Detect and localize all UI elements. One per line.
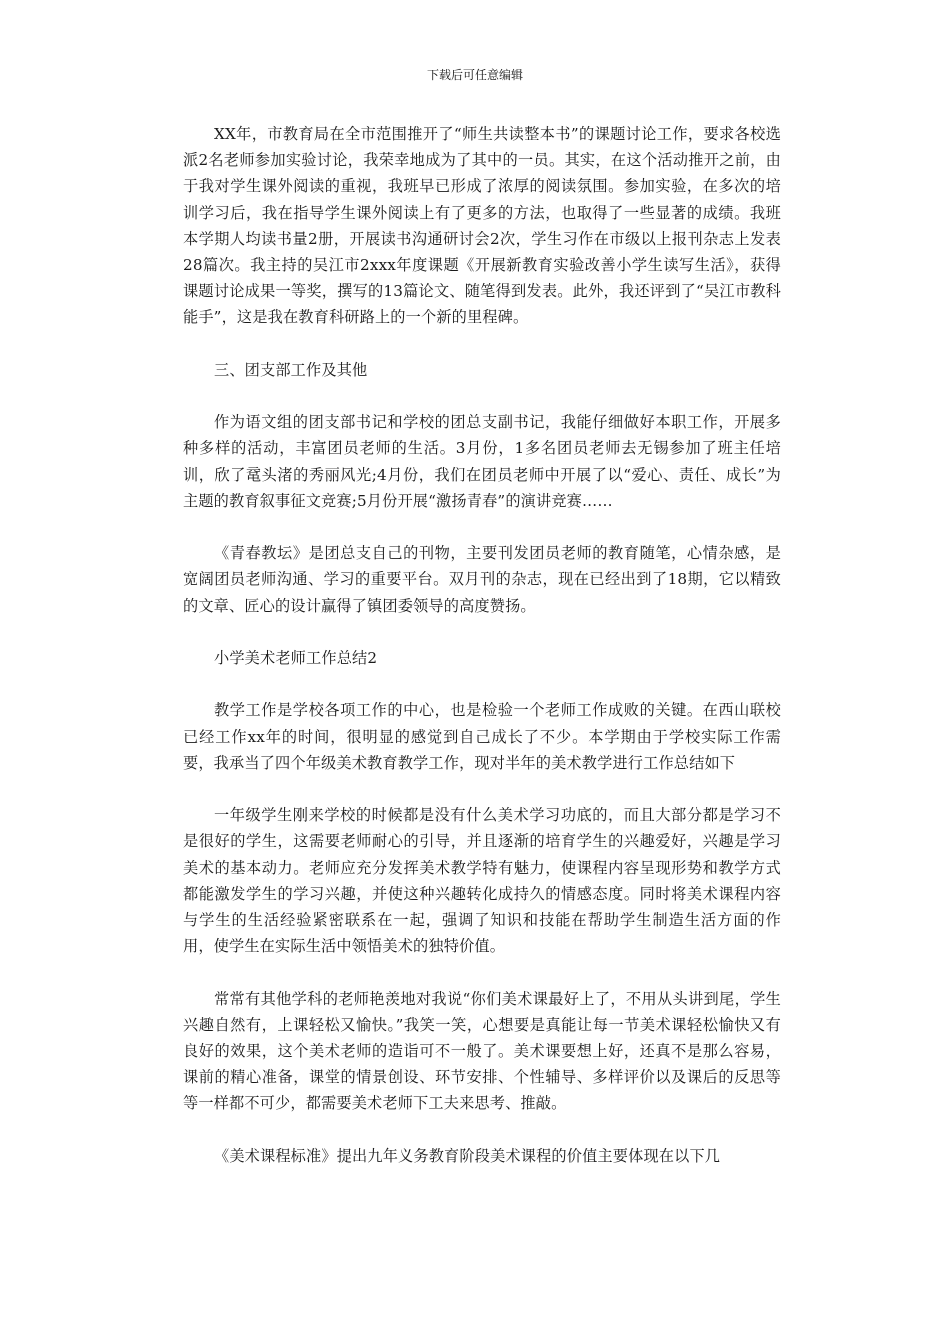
paragraph-curriculum-standard: 《美术课程标准》提出九年义务教育阶段美术课程的价值主要体现在以下几 [214,1146,721,1165]
section-heading-league-branch: 三、团支部工作及其他 [214,360,368,379]
section-heading-art-summary: 小学美术老师工作总结2 [214,649,378,667]
page-header: 下载后可任意编辑 [426,68,523,82]
paragraph-youth-forum: 《青春教坛》是团总支自己的刊物，主要刊发团员老师的教育随笔，心情杂感，是宽阔团员老师沟通、学习的重要平台。双月刊的杂志，现在已经出到了18期，它以精致的文章、匠心的设计赢得了镇团委领导的高度赞扬。 [183,544,781,615]
document-body [183,121,781,1169]
paragraph-research-work: XX年，市教育局在全市范围推开了“师生共读整本书”的课题讨论工作，要求各校选派2名老师参加实验讨论，我荣幸地成为了其中的一员。其实，在这个活动推开之前，由于我对学生课外阅读的重视，我班早已形成了浓厚的阅读氛围。参加实验，在多次的培训学习后，我在指导学生课外阅读上有了更多的方法，也取得了一些显著的成绩。我班本学期人均读书量2册，开展读书沟通研讨会2次，学生习作在市级以上报刊杂志上发表28篇次。我主持的吴江市2xxx年度课题《开展新教育实验改善小学生读写生活》，获得课题讨论成果一等奖，撰写的13篇论文、随笔得到发表。此外，我还评到了“吴江市教科能手”，这是我在教育科研路上的一个新的里程碑。 [183,125,781,327]
paragraph-first-grade: 一年级学生刚来学校的时候都是没有什么美术学习功底的，而且大部分都是学习不是很好的学生，这需要老师耐心的引导，并且逐渐的培育学生的兴趣爱好，兴趣是学习美术的基本动力。老师应充分发挥美术教学特有魅力，使课程内容呈现形势和教学方式都能激发学生的学习兴趣，并使这种兴趣转化成持久的情感态度。同时将美术课程内容与学生的生活经验紧密联系在一起，强调了知识和技能在帮助学生制造生活方面的作用，使学生在实际生活中领悟美术的独特价值。 [183,806,781,956]
paragraph-league-activities: 作为语文组的团支部书记和学校的团总支副书记，我能仔细做好本职工作，开展多种多样的活动，丰富团员老师的生活。3月份，1多名团员老师去无锡参加了班主任培训，欣了鼋头渚的秀丽风光;4月份，我们在团员老师中开展了以“爱心、责任、成长”为主题的教育叙事征文竞赛;5月份开展“激扬青春”的演讲竞赛…… [183,413,781,510]
paragraph-teaching-intro: 教学工作是学校各项工作的中心，也是检验一个老师工作成败的关键。在西山联校已经工作xx年的时间，很明显的感觉到自己成长了不少。本学期由于学校实际工作需要，我承当了四个年级美术教育教学工作，现对半年的美术教学进行工作总结如下 [183,701,781,772]
paragraph-art-class: 常常有其他学科的老师艳羡地对我说“你们美术课最好上了，不用从头讲到尾，学生兴趣自然有，上课轻松又愉快。”我笑一笑，心想要是真能让每一节美术课轻松愉快又有良好的效果，这个美术老师的造诣可不一般了。美术课要想上好，还真不是那么容易，课前的精心准备，课堂的情景创设、环节安排、个性辅导、多样评价以及课后的反思等等一样都不可少，都需要美术老师下工夫来思考、推敲。 [183,989,781,1113]
